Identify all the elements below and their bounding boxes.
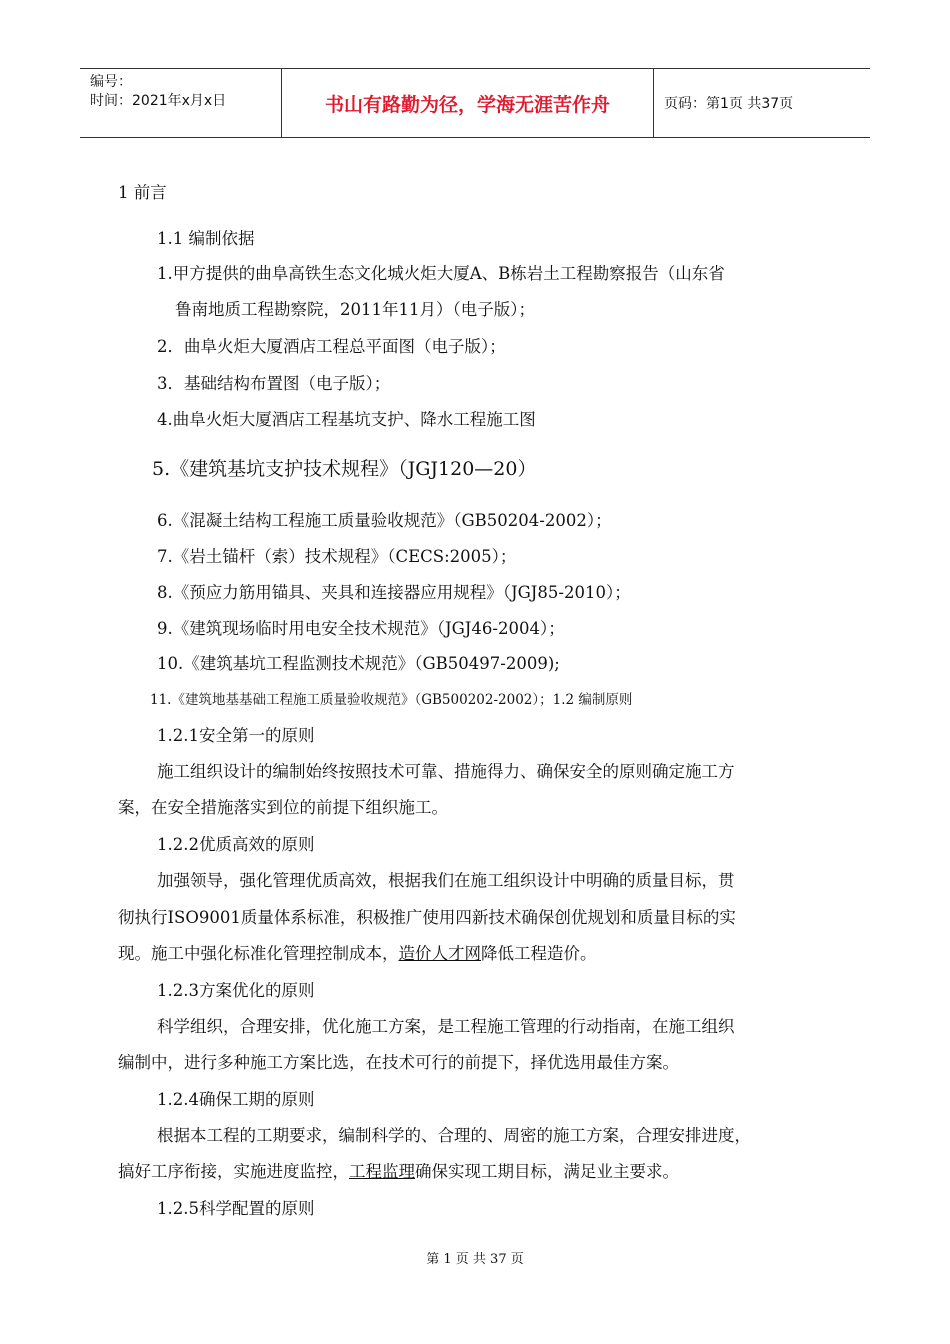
principle-title: 1.2.4确保工期的原则 [157,1090,315,1109]
number-label: 编号： [90,74,132,90]
reference-item: 9.《建筑现场临时用电安全技术规范》（JGJ46-2004）； [157,619,565,638]
paragraph-line [118,940,597,964]
paragraph-line: 案，在安全措施落实到位的前提下组织施工。 [118,798,448,817]
principle-title: 1.2.1安全第一的原则 [157,726,315,745]
header-page-code: 页码：第1页 共37页 [664,96,794,112]
page-footer: 第 1 页 共 37 页 [426,1252,524,1267]
paragraph-line [118,1158,679,1182]
paragraph-line: 加强领导，强化管理优质高效，根据我们在施工组织设计中明确的质量目标，贯 [157,871,735,890]
engineering-supervision-link[interactable]: 工程监理 [349,1162,415,1181]
reference-item: 10.《建筑基坑工程监测技术规范》（GB50497-2009); [157,654,560,673]
paragraph-line: 彻执行ISO9001质量体系标准，积极推广使用四新技术确保创优规划和质量目标的实 [118,908,736,927]
time-label: 时间：2021年x月x日 [90,93,227,109]
reference-item: 7.《岩土锚杆（索）技术规程》（CECS:2005）； [157,547,517,566]
reference-item: 1.甲方提供的曲阜高铁生态文化城火炬大厦A、B栋岩土工程勘察报告（山东省 [157,264,725,283]
principle-title: 1.2.3方案优化的原则 [157,981,315,1000]
header-meta [80,69,282,137]
paragraph-line: 根据本工程的工期要求，编制科学的、合理的、周密的施工方案，合理安排进度， [157,1126,751,1145]
reference-item: 3．基础结构布置图（电子版）； [157,374,391,393]
header-motto: 书山有路勤为径，学海无涯苦作舟 [282,69,654,137]
cost-talent-link[interactable]: 造价人才网 [398,944,481,963]
reference-item: 4.曲阜火炬大厦酒店工程基坑支护、降水工程施工图 [157,410,536,429]
principle-title: 1.2.2优质高效的原则 [157,835,315,854]
subsection-title: 1.1 编制依据 [157,229,255,248]
paragraph-line: 施工组织设计的编制始终按照技术可靠、措施得力、确保安全的原则确定施工方 [157,762,735,781]
paragraph-text: 确保实现工期目标，满足业主要求。 [415,1162,679,1181]
section-title: 1 前言 [118,183,167,202]
paragraph-line: 编制中，进行多种施工方案比选，在技术可行的前提下，择优选用最佳方案。 [118,1053,679,1072]
reference-item: 8.《预应力筋用锚具、夹具和连接器应用规程》（JGJ85-2010）； [157,583,631,602]
reference-item: 11.《建筑地基基础工程施工质量验收规范》（GB500202-2002）；1.2 编制原则 [150,692,633,708]
reference-item: 2．曲阜火炬大厦酒店工程总平面图（电子版）； [157,337,506,356]
page-header [80,68,870,138]
paragraph-line: 科学组织，合理安排，优化施工方案，是工程施工管理的行动指南，在施工组织 [157,1017,735,1036]
reference-item: 鲁南地质工程勘察院，2011年11月）（电子版）； [175,300,535,319]
paragraph-text: 搞好工序衔接，实施进度监控， [118,1162,349,1181]
reference-item: 6.《混凝土结构工程施工质量验收规范》（GB50204-2002）； [157,511,612,530]
paragraph-text: 现。施工中强化标准化管理控制成本， [118,944,399,963]
paragraph-text: 降低工程造价。 [481,944,597,963]
principle-title: 1.2.5科学配置的原则 [157,1199,315,1218]
reference-item: 5.《建筑基坑支护技术规程》（JGJ120—20） [152,458,537,480]
